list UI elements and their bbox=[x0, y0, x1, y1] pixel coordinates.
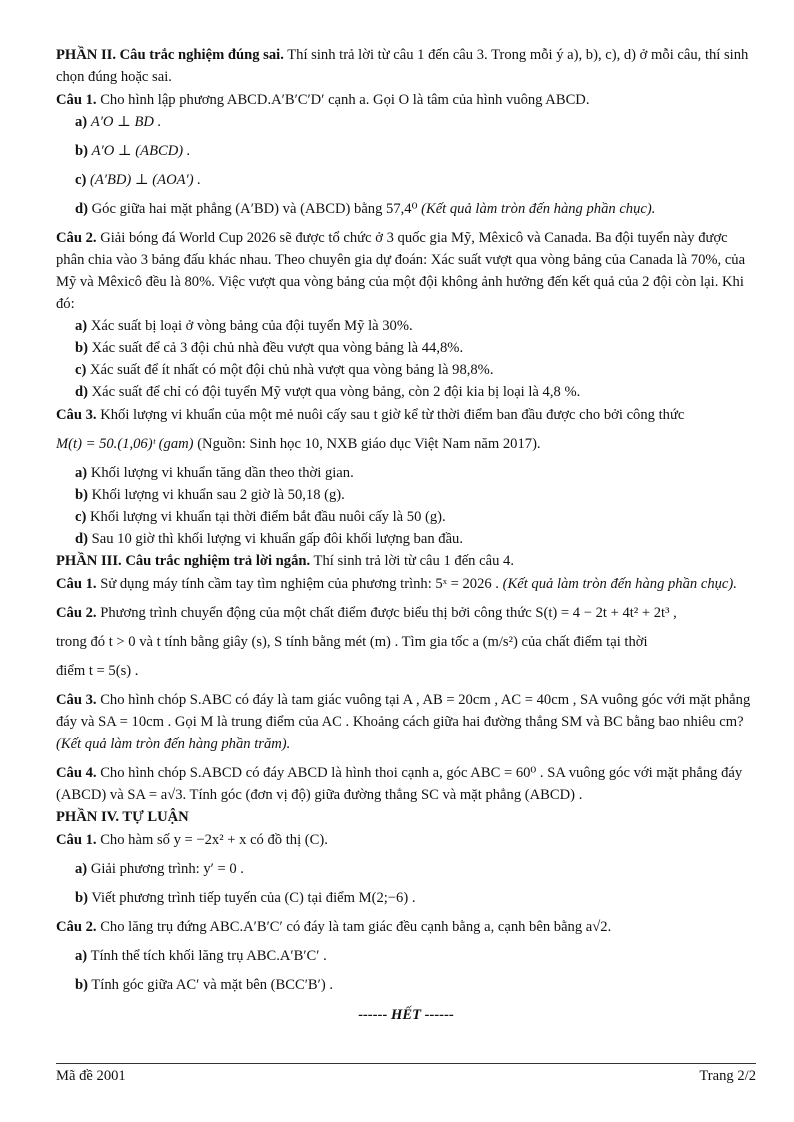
option-label: a) bbox=[75, 948, 88, 964]
p2-q3-option-a bbox=[56, 462, 756, 484]
question-label: Câu 3. bbox=[56, 692, 97, 708]
option-text: A′O ⊥ (ABCD) . bbox=[91, 143, 191, 159]
part3-intro: Thí sinh trả lời từ câu 1 đến câu 4. bbox=[313, 553, 514, 569]
question-label: Câu 2. bbox=[56, 230, 97, 246]
p2-q3-option-c bbox=[56, 506, 756, 528]
page-footer bbox=[56, 1068, 756, 1085]
p4-question-1 bbox=[56, 829, 756, 851]
option-text: Xác suất để ít nhất có một đội chủ nhà vượt qua vòng bảng là 98,8%. bbox=[90, 362, 494, 378]
p4-q1-option-a bbox=[56, 858, 756, 880]
p2-q3-option-d bbox=[56, 528, 756, 550]
p2-q2-option-d bbox=[56, 381, 756, 403]
exam-code: Mã đề 2001 bbox=[56, 1068, 126, 1084]
p2-q3-option-b bbox=[56, 484, 756, 506]
option-label: d) bbox=[75, 201, 88, 217]
option-label: a) bbox=[75, 465, 88, 481]
question-text: Sử dụng máy tính cầm tay tìm nghiệm của phương trình: 5ˣ = 2026 . bbox=[100, 576, 499, 592]
option-label: a) bbox=[75, 861, 88, 877]
option-label: d) bbox=[75, 531, 88, 547]
option-label: d) bbox=[75, 384, 88, 400]
question-label: Câu 1. bbox=[56, 832, 97, 848]
question-text: Khối lượng vi khuẩn của một mẻ nuôi cấy sau t giờ kể từ thời điểm ban đầu được cho bởi công thức bbox=[100, 407, 685, 423]
p3-question-3 bbox=[56, 689, 756, 755]
p2-q1-option-a bbox=[56, 111, 756, 133]
option-text: Tính góc giữa AC′ và mặt bên (BCC′B′) . bbox=[91, 977, 334, 993]
p4-q1-option-b bbox=[56, 887, 756, 909]
question-label: Câu 1. bbox=[56, 576, 97, 592]
p2-q2-option-a bbox=[56, 315, 756, 337]
p3-q2-line3: điểm t = 5(s) . bbox=[56, 663, 139, 679]
option-label: b) bbox=[75, 890, 88, 906]
option-label: c) bbox=[75, 509, 87, 525]
part4-title: PHẦN IV. TỰ LUẬN bbox=[56, 809, 189, 825]
p4-q2-option-b bbox=[56, 974, 756, 996]
option-text: Tính thể tích khối lăng trụ ABC.A′B′C′ . bbox=[90, 948, 327, 964]
option-text: Xác suất để cả 3 đội chủ nhà đều vượt qua vòng bảng là 44,8%. bbox=[91, 340, 464, 356]
p4-question-2 bbox=[56, 916, 756, 938]
end-marker: ------ HẾT ------ bbox=[358, 1007, 454, 1023]
option-label: b) bbox=[75, 143, 88, 159]
option-label: a) bbox=[75, 114, 88, 130]
question-text: Cho hình lập phương ABCD.A′B′C′D′ cạnh a. Gọi O là tâm của hình vuông ABCD. bbox=[100, 92, 590, 108]
part3-title: PHẦN III. Câu trắc nghiệm trả lời ngắn. bbox=[56, 553, 311, 569]
option-text: Sau 10 giờ thì khối lượng vi khuẩn gấp đôi khối lượng ban đầu. bbox=[91, 531, 463, 547]
p3-question-2 bbox=[56, 602, 756, 624]
source: (Nguồn: Sinh học 10, NXB giáo dục Việt Nam năm 2017). bbox=[197, 436, 541, 452]
footer-divider bbox=[56, 1063, 756, 1064]
option-text: Khối lượng vi khuẩn sau 2 giờ là 50,18 (g). bbox=[91, 487, 345, 503]
part2-header bbox=[56, 44, 756, 88]
option-text: Khối lượng vi khuẩn tăng dần theo thời gian. bbox=[90, 465, 354, 481]
question-text: Cho hình chóp S.ABCD có đáy ABCD là hình thoi cạnh a, góc ABC = 60⁰ . SA vuông góc với mặt phẳng đáy (ABCD) và SA = a√3. Tính góc (đơn vị độ) giữa đường thẳng SC và mặt phẳng (ABCD) . bbox=[56, 765, 743, 803]
formula: M(t) = 50.(1,06)ᵗ (gam) bbox=[56, 436, 194, 452]
option-label: a) bbox=[75, 318, 88, 334]
p2-q2-option-c bbox=[56, 359, 756, 381]
p2-q2-option-b bbox=[56, 337, 756, 359]
question-text: Giải bóng đá World Cup 2026 sẽ được tổ chức ở 3 quốc gia Mỹ, Mêxicô và Canada. Ba đội tuyển này được phân chia vào 3 bảng đấu khác nhau. Theo chuyên gia dự đoán: Xác suất vượt qua vòng bảng của Canada là 70%, của Mỹ và Mêxicô đều là 80%. Việc vượt qua vòng bảng của một đội không ảnh hưởng đến kết quả của 2 đội còn lại. Khi đó: bbox=[56, 230, 746, 312]
option-label: c) bbox=[75, 362, 87, 378]
question-label: Câu 4. bbox=[56, 765, 97, 781]
part2-intro: Thí sinh trả lời từ câu 1 đến câu 3. Trong mỗi ý a), b), c), d) ở mỗi câu, thí sinh chọn đúng hoặc sai. bbox=[56, 47, 749, 85]
question-label: Câu 2. bbox=[56, 605, 97, 621]
question-label: Câu 2. bbox=[56, 919, 97, 935]
option-text: Giải phương trình: y′ = 0 . bbox=[90, 861, 244, 877]
p2-q1-option-d bbox=[56, 198, 756, 220]
p3-question-4 bbox=[56, 762, 756, 806]
p2-question-3 bbox=[56, 404, 756, 426]
option-note: (Kết quả làm tròn đến hàng phần chục). bbox=[421, 201, 656, 217]
question-text: Cho lăng trụ đứng ABC.A′B′C′ có đáy là tam giác đều cạnh bằng a, cạnh bên bằng a√2. bbox=[100, 919, 612, 935]
question-label: Câu 1. bbox=[56, 92, 97, 108]
option-label: b) bbox=[75, 340, 88, 356]
option-text: Khối lượng vi khuẩn tại thời điểm bắt đầu nuôi cấy là 50 (g). bbox=[90, 509, 446, 525]
p2-q1-option-c bbox=[56, 169, 756, 191]
question-note: (Kết quả làm tròn đến hàng phần trăm). bbox=[56, 736, 291, 752]
p3-q2-line2: trong đó t > 0 và t tính bằng giây (s), S tính bằng mét (m) . Tìm gia tốc a (m/s²) của chất điểm tại thời bbox=[56, 634, 648, 650]
option-text: A′O ⊥ BD . bbox=[90, 114, 162, 130]
p2-question-2 bbox=[56, 227, 756, 315]
option-label: b) bbox=[75, 487, 88, 503]
question-label: Câu 3. bbox=[56, 407, 97, 423]
exam-page bbox=[56, 44, 756, 1026]
question-text: Phương trình chuyển động của một chất điểm được biểu thị bởi công thức S(t) = 4 − 2t + 4t² + 2t³ , bbox=[100, 605, 677, 621]
question-note: (Kết quả làm tròn đến hàng phần chục). bbox=[502, 576, 737, 592]
part3-header bbox=[56, 550, 756, 572]
question-text: Cho hàm số y = −2x² + x có đồ thị (C). bbox=[100, 832, 328, 848]
p3-question-1 bbox=[56, 573, 756, 595]
part2-title: PHẦN II. Câu trắc nghiệm đúng sai. bbox=[56, 47, 284, 63]
option-text: (A′BD) ⊥ (AOA′) . bbox=[90, 172, 201, 188]
p2-question-1 bbox=[56, 89, 756, 111]
option-label: c) bbox=[75, 172, 87, 188]
option-text: Góc giữa hai mặt phẳng (A′BD) và (ABCD) bằng 57,4⁰ bbox=[91, 201, 418, 217]
question-text: Cho hình chóp S.ABC có đáy là tam giác vuông tại A , AB = 20cm , AC = 40cm , SA vuông góc với mặt phẳng đáy và SA = 10cm . Gọi M là trung điểm của AC . Khoảng cách giữa hai đường thẳng SM và BC bằng bao nhiêu cm? bbox=[56, 692, 751, 730]
p2-q3-formula-line bbox=[56, 433, 756, 455]
page-number: Trang 2/2 bbox=[699, 1068, 756, 1084]
option-label: b) bbox=[75, 977, 88, 993]
p2-q1-option-b bbox=[56, 140, 756, 162]
option-text: Xác suất để chỉ có đội tuyển Mỹ vượt qua vòng bảng, còn 2 đội kia bị loại là 4,8 %. bbox=[91, 384, 581, 400]
option-text: Viết phương trình tiếp tuyến của (C) tại điểm M(2;−6) . bbox=[91, 890, 416, 906]
option-text: Xác suất bị loại ở vòng bảng của đội tuyển Mỹ là 30%. bbox=[90, 318, 413, 334]
p4-q2-option-a bbox=[56, 945, 756, 967]
